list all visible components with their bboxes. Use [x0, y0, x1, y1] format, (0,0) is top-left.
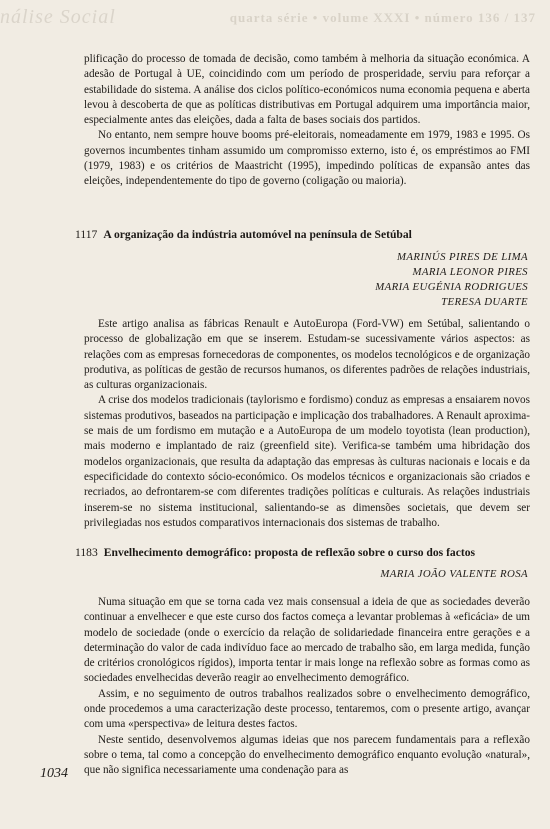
- article-2-abstract: [84, 595, 530, 779]
- article-2-authors: [380, 567, 528, 582]
- page-number: 1034: [40, 766, 68, 781]
- article-1-authors: [375, 250, 528, 310]
- article-2-number: 1183: [75, 546, 98, 559]
- author-name: MARIA JOÃO VALENTE ROSA: [380, 568, 528, 580]
- intro-paragraph-2: No entanto, nem sempre houve booms pré-eleitorais, nomeadamente em 1979, 1983 e 1995. Os governos incumbentes tinham assumido um compromisso externo, isto é, os empréstimos ao FMI (1979, 1983) e os critérios de Maastricht (1995), impedindo políticas de expansão antes das eleições, independentemente do tipo de governo (coligação ou maioria).: [84, 129, 530, 188]
- article-1-title: A organização da indústria automóvel na península de Setúbal: [103, 228, 412, 241]
- running-header-bleed: [0, 0, 550, 40]
- article-1-paragraph-1: Este artigo analisa as fábricas Renault e AutoEuropa (Ford-VW) em Setúbal, salientando o processo de globalização em que se inserem. Estudam-se sucessivamente vários aspectos: as relações com as empresas fornecedoras de componentes, os modelos tecnológicos e de organização produtiva, as políticas de gestão de recursos humanos, os diferentes padrões de relações industriais, as culturas organizacionais.: [84, 318, 530, 392]
- author-name: MARINÚS PIRES DE LIMA: [396, 251, 528, 263]
- article-2-paragraph-3: Neste sentido, desenvolvemos algumas ideias que nos parecem fundamentais para a reflexão sobre o tema, tal como a concepção do envelhecimento demográfico enquanto evolução «natural», que não significa necessariamente uma condenação para as: [84, 733, 530, 777]
- intro-paragraph-1: plificação do processo de tomada de decisão, como também à melhoria da situação económica. A adesão de Portugal à UE, coincidindo com um período de prosperidade, serviu para reforçar a estabilidade do sistema. A análise dos ciclos político-económicos numa economia pequena e aberta levou à descoberta de que as políticas distributivas em Portugal adquirem uma importância maior, especialmente antes das eleições, dada a falta de bases sociais dos partidos.: [84, 53, 530, 127]
- issue-info-bleed: quarta série • volume XXXI • número 136 / 137: [229, 10, 536, 25]
- article-1-number: 1117: [75, 228, 98, 241]
- article-2-heading: [75, 545, 535, 560]
- article-1-abstract: [84, 317, 530, 531]
- intro-text: [84, 52, 530, 190]
- article-1-heading: [75, 227, 535, 242]
- journal-name-bleed: nálise Social: [0, 6, 116, 28]
- article-2-title: Envelhecimento demográfico: proposta de reflexão sobre o curso dos factos: [103, 546, 476, 559]
- author-name: MARIA LEONOR PIRES: [412, 266, 528, 278]
- author-name: TERESA DUARTE: [441, 296, 528, 308]
- article-2-paragraph-1: Numa situação em que se torna cada vez mais consensual a ideia de que as sociedades deverão continuar a envelhecer e que este curso dos factos começa a levantar problemas à «eficácia» de um modelo de sociedade (onde o exercício da relação de solidariedade financeira entre gerações e a determinação do valor de cada indivíduo face ao mercado de trabalho são, em larga medida, função de critérios cronológicos rígidos), importa tentar ir mais longe na reflexão sobre as formas como as sociedades envelhecidas deverão reagir ao envelhecimento demográfico.: [84, 596, 530, 685]
- article-1-paragraph-2: A crise dos modelos tradicionais (taylorismo e fordismo) conduz as empresas a ensaiarem novos sistemas produtivos, baseados na participação e implicação dos trabalhadores. A Renault aproxima-se mais de um fordismo em mutação e a AutoEuropa de um modelo toyotista (lean production), mais moderno e implantado de raiz (greenfield site). Verifica-se também uma hibridação dos modelos organizacionais, que resulta da adaptação das empresas às culturas nacionais e locais e da especificidade do contexto sócio-económico. Os modelos técnicos e organizacionais são criados e recriados, ao defrontarem-se com diferentes tradições políticas e culturais. As relações industriais inserem-se no sistema institucional, salientando-se as dimensões societais, que devem ser privilegiadas nos estudos comparativos internacionais dos sistemas de trabalho.: [84, 394, 530, 529]
- author-name: MARIA EUGÉNIA RODRIGUES: [375, 281, 528, 293]
- article-2-paragraph-2: Assim, e no seguimento de outros trabalhos realizados sobre o envelhecimento demográfico, onde procedemos a uma caracterização deste processo, tentaremos, com o presente artigo, avançar com uma «perspectiva» de leitura destes factos.: [84, 687, 530, 731]
